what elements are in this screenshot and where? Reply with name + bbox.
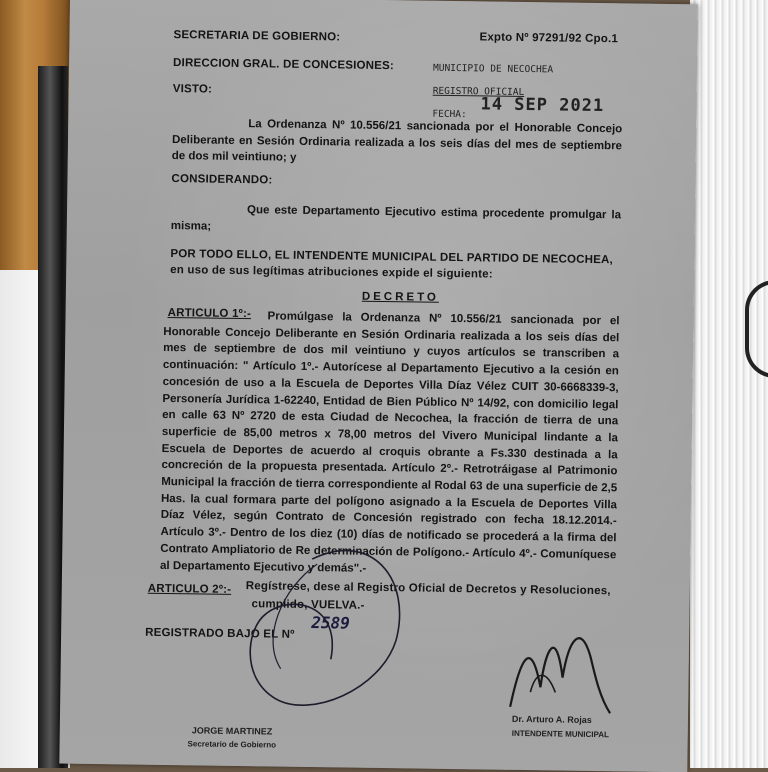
- stamp-registro: REGISTRO OFICIAL: [432, 85, 525, 98]
- right-signer-title: INTENDENTE MUNICIPAL: [511, 728, 610, 740]
- por-todo-line2: en uso de sus legítimas atribuciones expide el siguiente:: [170, 264, 493, 281]
- left-signature-icon: [220, 518, 423, 721]
- article-1-text: Promúlgase la Ordenanza Nº 10.556/21 sancionada por el Honorable Concejo Deliberante en Sesión Ordinaria realizada a los seis días del mes de septiembre de dos mil veintiuno y cuyos artículos se transcriben a continuación: " Artículo 1º.- Autorícese al Departamento Ejecutivo a la cesión en concesión de uso a la Escuela de Deportes Villa Díaz Vélez CUIT 30-6668339-3, Personería Jurídica 1-62240, Entidad de Bien Público Nº 14/92, con domicilio legal en calle 63 Nº 2720 de esta Ciudad de Necochea, la fracción de tierra de una superficie de 85,00 metros x 78,00 metros del Vivero Municipal lindante a la Escuela de Deportes de acuerdo al croquis obrante a Fs.330 destinada a la concreción de la propuesta presentada. Artículo 2º.- Retrotráigase al Patrimonio Municipal la fracción de tierra correspondiente al Rodal 63 de una superficie de 2,5 Has. la cual formara parte del polígono asignado a la Escuela de Deportes Villa Díaz Vélez, según Contrato de Concesión registrado con fecha 18.12.2014.- Artículo 3º.- Dentro de los diez (10) días de notificado se procederá a la firma del Contrato Ampliatorio de Re determinación de Polígono.- Artículo 4º.- Comuníquese al Departamento Ejecutivo y demás".-: [159, 310, 620, 575]
- right-signer-name: Dr. Arturo A. Rojas: [511, 713, 592, 725]
- page-stack-edge: [690, 0, 768, 768]
- registrado-number: 2589: [311, 613, 350, 633]
- secretaria-heading: SECRETARIA DE GOBIERNO:: [173, 29, 341, 44]
- decree-document: [59, 0, 698, 772]
- registrado-label: REGISTRADO BAJO EL Nº: [145, 626, 295, 641]
- visto-heading: VISTO:: [172, 83, 213, 96]
- direccion-heading: DIRECCION GRAL. DE CONCESIONES:: [173, 57, 395, 73]
- expediente-number: Expto Nº 97291/92 Cpo.1: [479, 31, 619, 46]
- article-2-line2: cumplido, VUELVA.-: [251, 598, 365, 612]
- visto-paragraph: La Ordenanza Nº 10.556/21 sancionada por el Honorable Concejo Deliberante en Sesión Ordinaria realizada a los seis días del mes de septiembre de dos mil veintiuno; y: [171, 118, 623, 165]
- considerando-heading: CONSIDERANDO:: [171, 173, 273, 187]
- stamp-fecha-label: FECHA:: [432, 108, 467, 121]
- stamp-date: 14 SEP 2021: [480, 94, 605, 117]
- article-2-line1: Regístrese, dese al Registro Oficial de Decretos y Resoluciones,: [245, 580, 611, 598]
- considerando-paragraph: Que este Departamento Ejecutivo estima procedente promulgar la misma;: [170, 204, 622, 233]
- right-signature-icon: [500, 617, 621, 719]
- left-signer-title: Secretario de Gobierno: [187, 739, 277, 750]
- decreto-title: DECRETO: [361, 290, 439, 304]
- binder-ring-icon: [745, 280, 768, 378]
- stamp-municipio: MUNICIPIO DE NECOCHEA: [432, 62, 554, 76]
- por-todo-line1: POR TODO ELLO, EL INTENDENTE MUNICIPAL DEL PARTIDO DE NECOCHEA,: [170, 248, 614, 267]
- article-1-label: ARTICULO 1º:-: [167, 307, 252, 321]
- article-2-label: ARTICULO 2º:-: [147, 582, 232, 596]
- left-signer-name: JORGE MARTINEZ: [191, 725, 273, 737]
